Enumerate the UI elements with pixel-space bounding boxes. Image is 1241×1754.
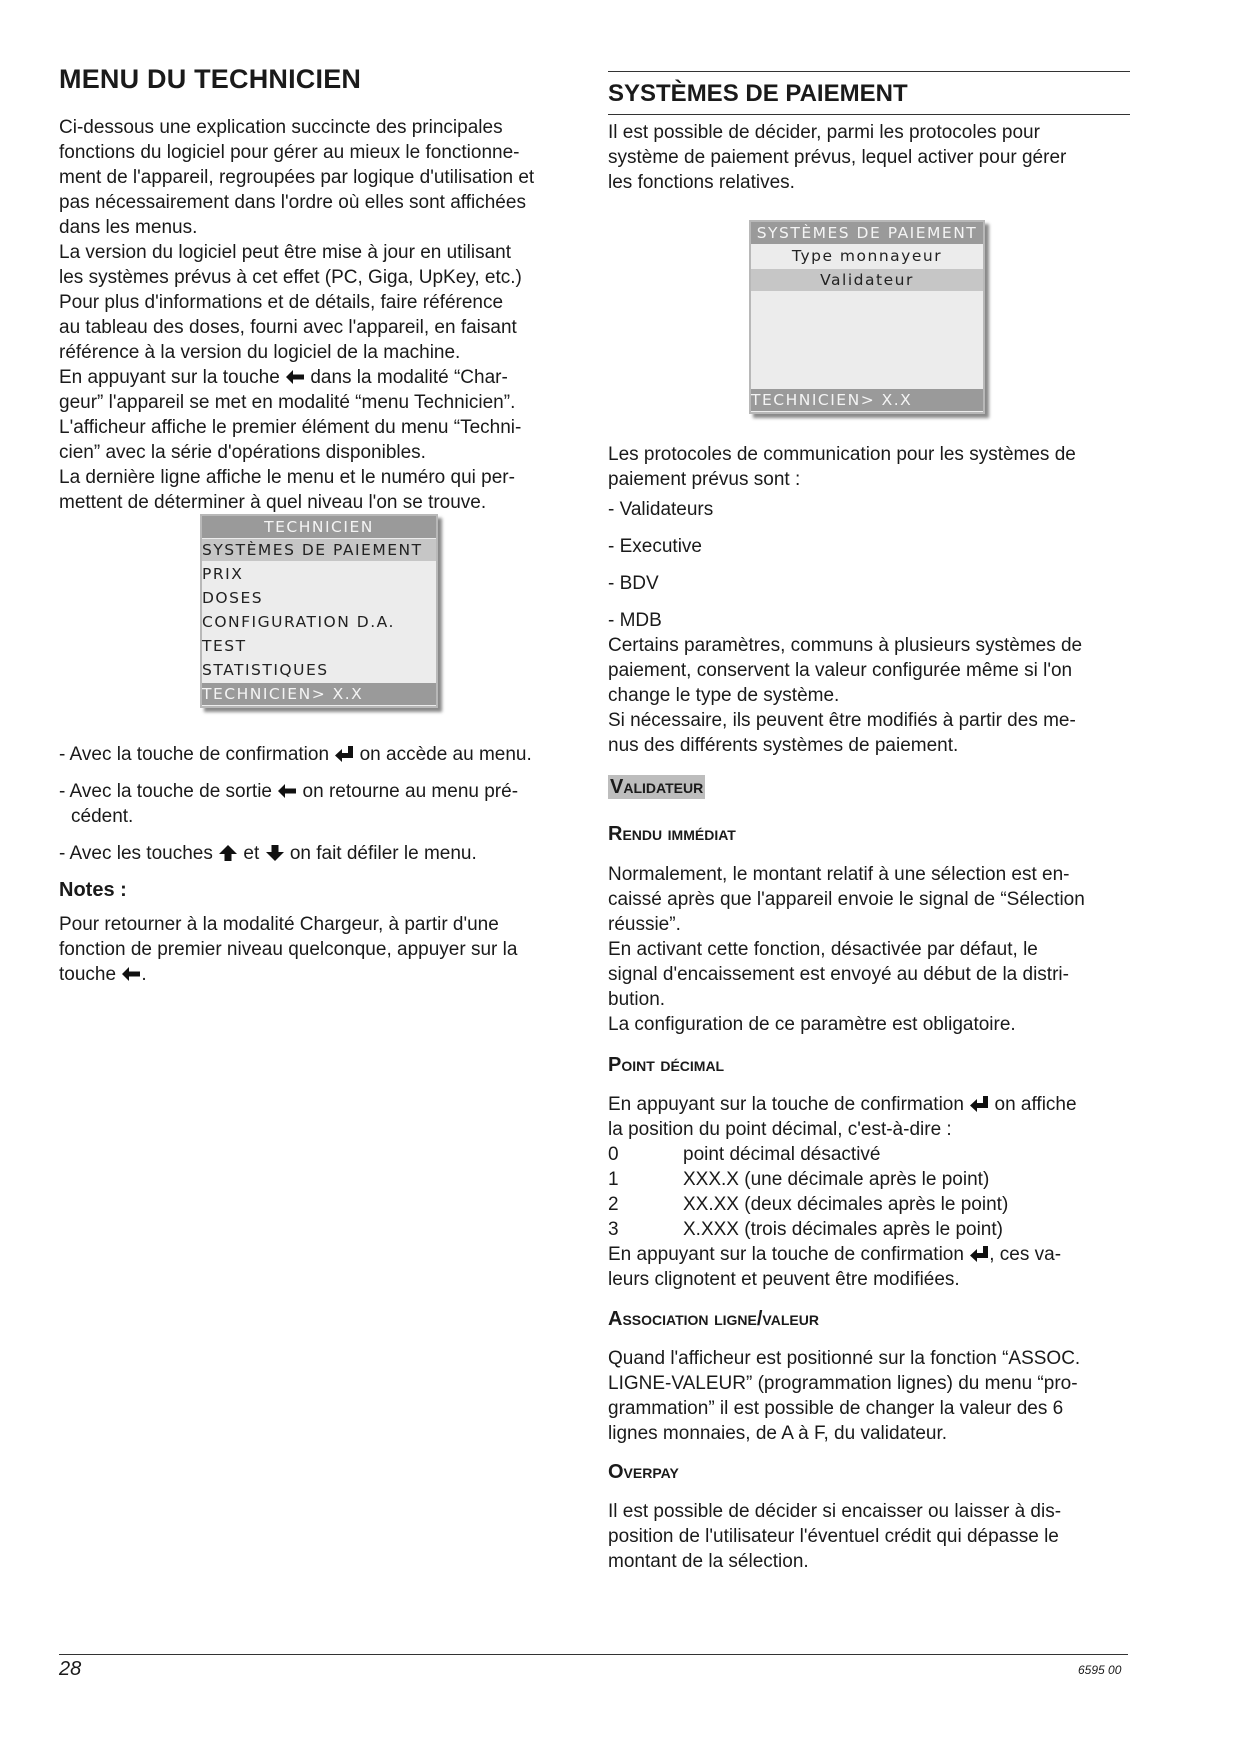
option-key: 0 <box>608 1144 619 1165</box>
text-line: la position du point décimal, c'est-à-dire : <box>608 1119 952 1140</box>
protocol-item: - Validateurs <box>608 499 714 520</box>
decimal-options-table <box>608 1142 1133 1242</box>
text-line: geur” l'appareil se met en modalité “menu Technicien”. <box>59 392 516 413</box>
text-span: En appuyant sur la touche de confirmation <box>608 1244 964 1265</box>
text-span: En appuyant sur la touche de confirmation <box>608 1094 964 1115</box>
display-item: STATISTIQUES <box>202 661 329 679</box>
text-line: paiement, conservent la valeur configurée même si l'on <box>608 660 1073 681</box>
text-line <box>608 1092 1133 1117</box>
display-item: DOSES <box>202 589 264 607</box>
bullet-scroll <box>59 841 584 866</box>
option-key: 3 <box>608 1219 619 1240</box>
text-line: ment de l'appareil, regroupées par logique d'utilisation et <box>59 167 535 188</box>
text-line: grammation” il est possible de changer la valeur des 6 <box>608 1398 1064 1419</box>
text-span: . <box>141 964 147 985</box>
payment-systems-display <box>749 220 985 414</box>
text-line: En activant cette fonction, désactivée par défaut, le <box>608 939 1038 960</box>
text-line: Normalement, le montant relatif à une sélection est en- <box>608 864 1070 885</box>
text-span: on fait défiler le menu. <box>284 843 477 864</box>
protocol-item: - Executive <box>608 536 702 557</box>
text-line: leurs clignotent et peuvent être modifiées. <box>608 1269 960 1290</box>
text-line: caissé après que l'appareil envoie le signal de “Sélection <box>608 889 1085 910</box>
section-title-systemes-paiement: SYSTÈMES DE PAIEMENT <box>608 80 908 107</box>
text-span: - Avec la touche de confirmation <box>59 744 330 765</box>
protocol-item: - BDV <box>608 573 659 594</box>
down-arrow-key-icon <box>265 844 285 862</box>
text-span: on accède au menu. <box>354 744 532 765</box>
option-key: 1 <box>608 1169 619 1190</box>
decimal-option-row <box>608 1217 1133 1242</box>
text-line: montant de la sélection. <box>608 1551 809 1572</box>
text-line: au tableau des doses, fourni avec l'appareil, en faisant <box>59 317 517 338</box>
text-line: Quand l'afficheur est positionné sur la fonction “ASSOC. <box>608 1348 1081 1369</box>
intro-paragraph <box>59 115 584 515</box>
text-line: Les protocoles de communication pour les systèmes de <box>608 444 1076 465</box>
option-value: XX.XX (deux décimales après le point) <box>683 1194 1009 1215</box>
text-span: , ces va- <box>989 1244 1062 1265</box>
notes-heading: Notes : <box>59 879 127 901</box>
text-line: change le type de système. <box>608 685 840 706</box>
text-line: La dernière ligne affiche le menu et le numéro qui per- <box>59 467 515 488</box>
text-line: Si nécessaire, ils peuvent être modifiés à partir des me- <box>608 710 1076 731</box>
footer-rule <box>59 1654 1128 1655</box>
point-decimal-heading: Point décimal <box>608 1054 725 1076</box>
rendu-immediat-text <box>608 862 1133 1037</box>
text-line: signal d'encaissement est envoyé au début de la distri- <box>608 964 1069 985</box>
decimal-option-row <box>608 1192 1133 1217</box>
text-line: Ci-dessous une explication succincte des principales <box>59 117 503 138</box>
text-span: En appuyant sur la touche <box>59 367 280 388</box>
up-arrow-key-icon <box>218 844 238 862</box>
display-item: PRIX <box>202 565 244 583</box>
option-value: point décimal désactivé <box>683 1144 881 1165</box>
option-value: X.XXX (trois décimales après le point) <box>683 1219 1003 1240</box>
document-code: 6595 00 <box>1078 1663 1122 1677</box>
text-line: Il est possible de décider, parmi les protocoles pour <box>608 122 1040 143</box>
back-key-icon <box>121 965 141 983</box>
association-text <box>608 1346 1133 1446</box>
validateur-heading: Validateur <box>610 776 704 798</box>
text-line: Il est possible de décider si encaisser ou laisser à dis- <box>608 1501 1062 1522</box>
display-item-selected: SYSTÈMES DE PAIEMENT <box>202 539 436 561</box>
key-instructions <box>59 742 584 987</box>
text-line: nus des différents systèmes de paiement. <box>608 735 959 756</box>
text-span: - Avec la touche de sortie <box>59 781 272 802</box>
text-line: Pour retourner à la modalité Chargeur, à partir d'une <box>59 914 499 935</box>
enter-key-icon <box>334 745 354 763</box>
protocol-item: - MDB <box>608 610 662 631</box>
text-line: fonctions du logiciel pour gérer au mieux le fonctionne- <box>59 142 520 163</box>
text-line: cien” avec la série d'opérations disponibles. <box>59 442 426 463</box>
association-heading: Association ligne/valeur <box>608 1308 819 1330</box>
text-line <box>59 962 584 987</box>
bullet-confirm <box>59 742 584 767</box>
text-line: Certains paramètres, communs à plusieurs systèmes de <box>608 635 1083 656</box>
text-line: référence à la version du logiciel de la machine. <box>59 342 461 363</box>
text-line: bution. <box>608 989 666 1010</box>
text-span: on affiche <box>989 1094 1077 1115</box>
display-item: Type monnayeur <box>791 247 943 265</box>
text-span: on retourne au menu pré- <box>297 781 519 802</box>
text-line: les fonctions relatives. <box>608 172 795 193</box>
text-line: La configuration de ce paramètre est obligatoire. <box>608 1014 1016 1035</box>
text-line: dans les menus. <box>59 217 198 238</box>
protocols-section <box>608 442 1133 758</box>
display-item: CONFIGURATION D.A. <box>202 613 395 631</box>
display-header: TECHNICIEN <box>202 516 436 538</box>
display-footer: TECHNICIEN> X.X <box>751 389 983 411</box>
text-line: Pour plus d'informations et de détails, faire référence <box>59 292 504 313</box>
decimal-option-row <box>608 1142 1133 1167</box>
text-line: système de paiement prévus, lequel activer pour gérer <box>608 147 1067 168</box>
overpay-text <box>608 1499 1133 1574</box>
enter-key-icon <box>969 1245 989 1263</box>
enter-key-icon <box>969 1095 989 1113</box>
rendu-immediat-heading: Rendu immédiat <box>608 823 736 845</box>
display-footer: TECHNICIEN> X.X <box>202 683 436 705</box>
page-number: 28 <box>59 1658 82 1680</box>
text-line: pas nécessairement dans l'ordre où elles sont affichées <box>59 192 526 213</box>
display-header: SYSTÈMES DE PAIEMENT <box>751 222 983 244</box>
display-item-selected: Validateur <box>751 269 983 291</box>
text-line <box>608 1242 1133 1267</box>
text-line: lignes monnaies, de A à F, du validateur. <box>608 1423 948 1444</box>
text-span: et <box>238 843 260 864</box>
text-span: - Avec les touches <box>59 843 213 864</box>
text-line: mettent de déterminer à quel niveau l'on se trouve. <box>59 492 487 513</box>
overpay-heading: Overpay <box>608 1461 679 1483</box>
back-key-icon <box>277 782 297 800</box>
text-line <box>59 365 584 390</box>
display-item: TEST <box>202 637 247 655</box>
option-value: XXX.X (une décimale après le point) <box>683 1169 990 1190</box>
text-line: LIGNE-VALEUR” (programmation lignes) du menu “pro- <box>608 1373 1078 1394</box>
section-rule-top <box>608 71 1130 72</box>
text-line: La version du logiciel peut être mise à jour en utilisant <box>59 242 512 263</box>
back-key-icon <box>285 368 305 386</box>
text-line: position de l'utilisateur l'éventuel crédit qui dépasse le <box>608 1526 1059 1547</box>
text-line: réussie”. <box>608 914 681 935</box>
text-line: L'afficheur affiche le premier élément du menu “Techni- <box>59 417 522 438</box>
text-span: dans la modalité “Char- <box>305 367 508 388</box>
payment-intro <box>608 120 1133 195</box>
bullet-exit <box>59 779 584 804</box>
text-line: fonction de premier niveau quelconque, appuyer sur la <box>59 939 518 960</box>
section-rule-bottom <box>608 114 1130 115</box>
point-decimal-text <box>608 1092 1133 1292</box>
option-key: 2 <box>608 1194 619 1215</box>
text-span: touche <box>59 964 117 985</box>
text-line: les systèmes prévus à cet effet (PC, Giga, UpKey, etc.) <box>59 267 522 288</box>
section-title-menu-technicien: MENU DU TECHNICIEN <box>59 64 362 94</box>
technician-menu-display <box>200 514 438 708</box>
text-line: paiement prévus sont : <box>608 469 801 490</box>
text-line: cédent. <box>71 806 134 827</box>
decimal-option-row <box>608 1167 1133 1192</box>
